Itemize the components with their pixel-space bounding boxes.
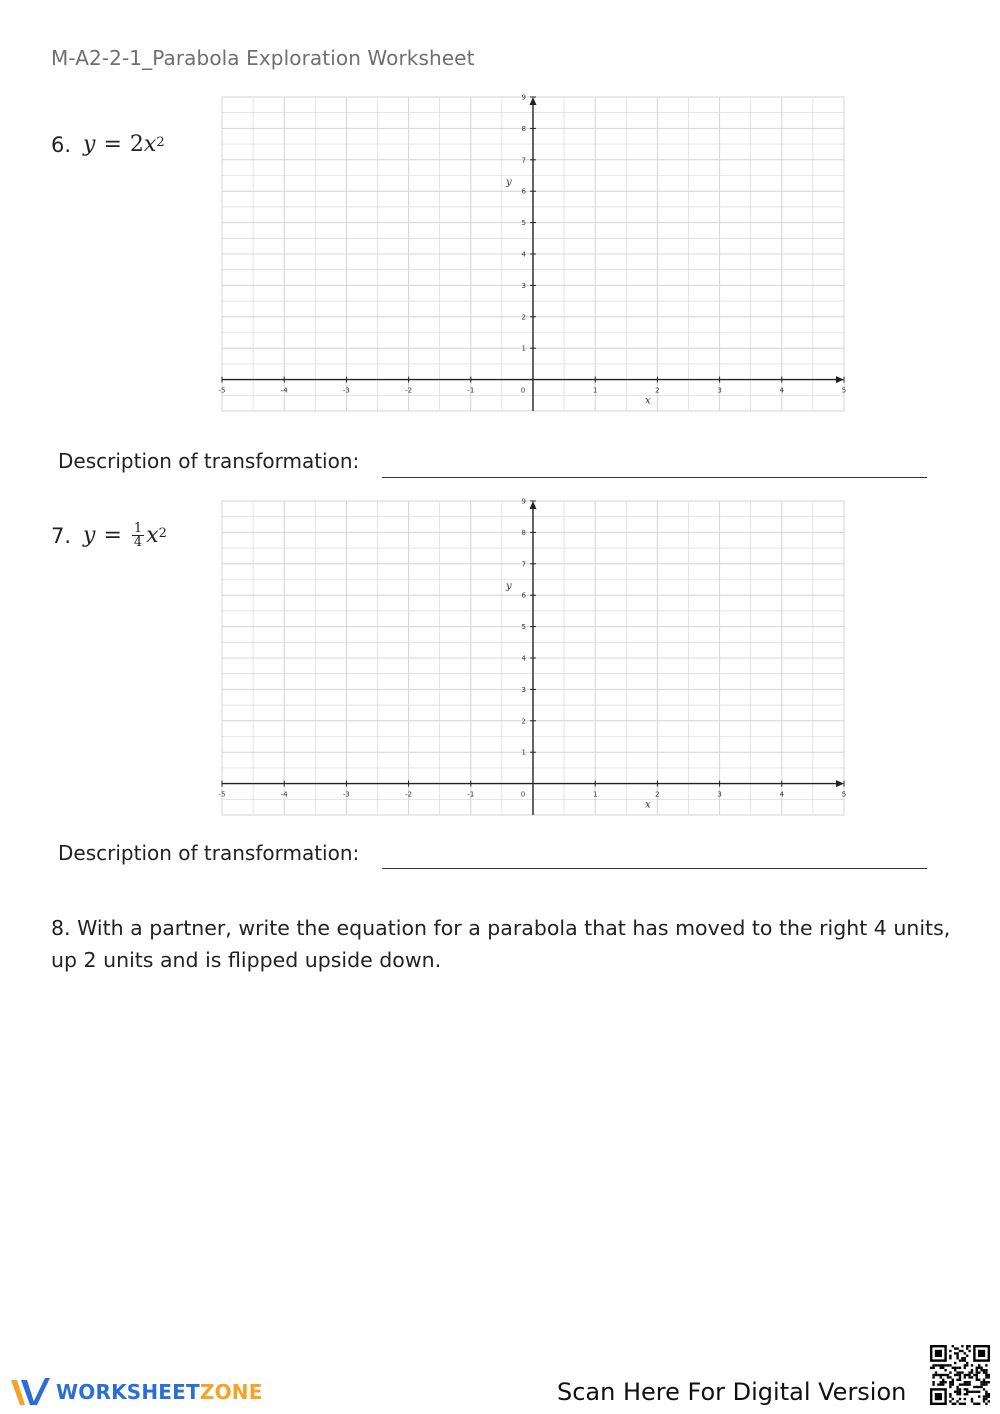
x-axis-label: x: [644, 799, 651, 811]
y-tick-label: 8: [521, 528, 526, 537]
problem-number: 6.: [51, 132, 72, 157]
y-tick-label: 1: [521, 344, 526, 353]
x-tick-label: 1: [592, 790, 598, 799]
y-tick-label: 5: [521, 219, 526, 228]
worksheetzone-w-icon: [10, 1376, 52, 1408]
y-tick-label: 3: [521, 685, 526, 694]
y-tick-label: 8: [521, 124, 526, 133]
worksheet-title: M-A2-2-1_Parabola Exploration Worksheet: [51, 46, 475, 70]
y-tick-label: 6: [521, 591, 526, 600]
y-tick-label: 2: [521, 717, 526, 726]
y-axis-arrow: [530, 501, 537, 509]
x-tick-label: 3: [717, 790, 722, 799]
y-tick-label: 4: [521, 654, 526, 663]
x-axis-arrow: [836, 376, 844, 383]
x-tick-label: -5: [218, 790, 226, 799]
y-tick-label: 1: [521, 748, 526, 757]
x-tick-label: -4: [280, 790, 288, 799]
coordinate-grid-6[interactable]: [218, 93, 847, 411]
y-tick-label: 5: [521, 623, 526, 632]
x-tick-label: 2: [655, 386, 660, 395]
equation: y = 2 x $^2$: [83, 132, 165, 157]
x-tick-label: 0: [520, 386, 526, 395]
coordinate-grid-7[interactable]: [218, 497, 847, 815]
scan-text: Scan Here For Digital Version: [557, 1378, 907, 1406]
x-tick-label: 5: [841, 790, 847, 799]
x-tick-label: 4: [779, 790, 785, 799]
worksheetzone-logo[interactable]: [10, 1376, 263, 1408]
answer-line[interactable]: [382, 477, 927, 478]
problem-number: 7.: [51, 523, 72, 548]
x-tick-label: 0: [520, 790, 526, 799]
fraction: $\frac{1}{4}$: [133, 521, 143, 550]
x-tick-label: -1: [467, 386, 475, 395]
answer-line[interactable]: [382, 868, 927, 869]
description-label: Description of transformation:: [58, 841, 360, 865]
y-tick-label: 2: [521, 313, 526, 322]
x-tick-label: -4: [280, 386, 288, 395]
equation: y = $\frac{1}{4}$ x $^2$: [83, 521, 167, 550]
qr-code-icon[interactable]: [930, 1345, 990, 1405]
x-axis-arrow: [836, 780, 844, 787]
x-tick-label: -3: [342, 790, 350, 799]
x-tick-label: -2: [405, 386, 413, 395]
x-tick-label: -1: [467, 790, 475, 799]
y-tick-label: 7: [521, 560, 526, 569]
x-tick-label: 1: [592, 386, 598, 395]
y-tick-label: 6: [521, 187, 526, 196]
y-axis-label: y: [506, 176, 512, 188]
x-tick-label: 5: [841, 386, 847, 395]
x-tick-label: -3: [342, 386, 350, 395]
y-tick-label: 7: [521, 156, 526, 165]
x-tick-label: 3: [717, 386, 722, 395]
y-axis-label: y: [506, 580, 512, 592]
y-tick-label: 9: [521, 93, 526, 102]
description-label: Description of transformation:: [58, 449, 360, 473]
y-tick-label: 3: [521, 281, 526, 290]
x-tick-label: -5: [218, 386, 226, 395]
y-axis-arrow: [530, 97, 537, 105]
x-tick-label: -2: [405, 790, 413, 799]
x-tick-label: 4: [779, 386, 785, 395]
x-axis-label: x: [644, 395, 651, 407]
y-tick-label: 9: [521, 497, 526, 506]
problem-6: [51, 132, 165, 157]
question-8: 8. With a partner, write the equation for a parabola that has moved to the right 4 units, up 2 units and is flipped upside down.: [51, 916, 951, 972]
x-tick-label: 2: [655, 790, 660, 799]
brand-name: WORKSHEETZONE: [56, 1380, 263, 1404]
y-tick-label: 4: [521, 250, 526, 259]
problem-7: [51, 522, 167, 549]
